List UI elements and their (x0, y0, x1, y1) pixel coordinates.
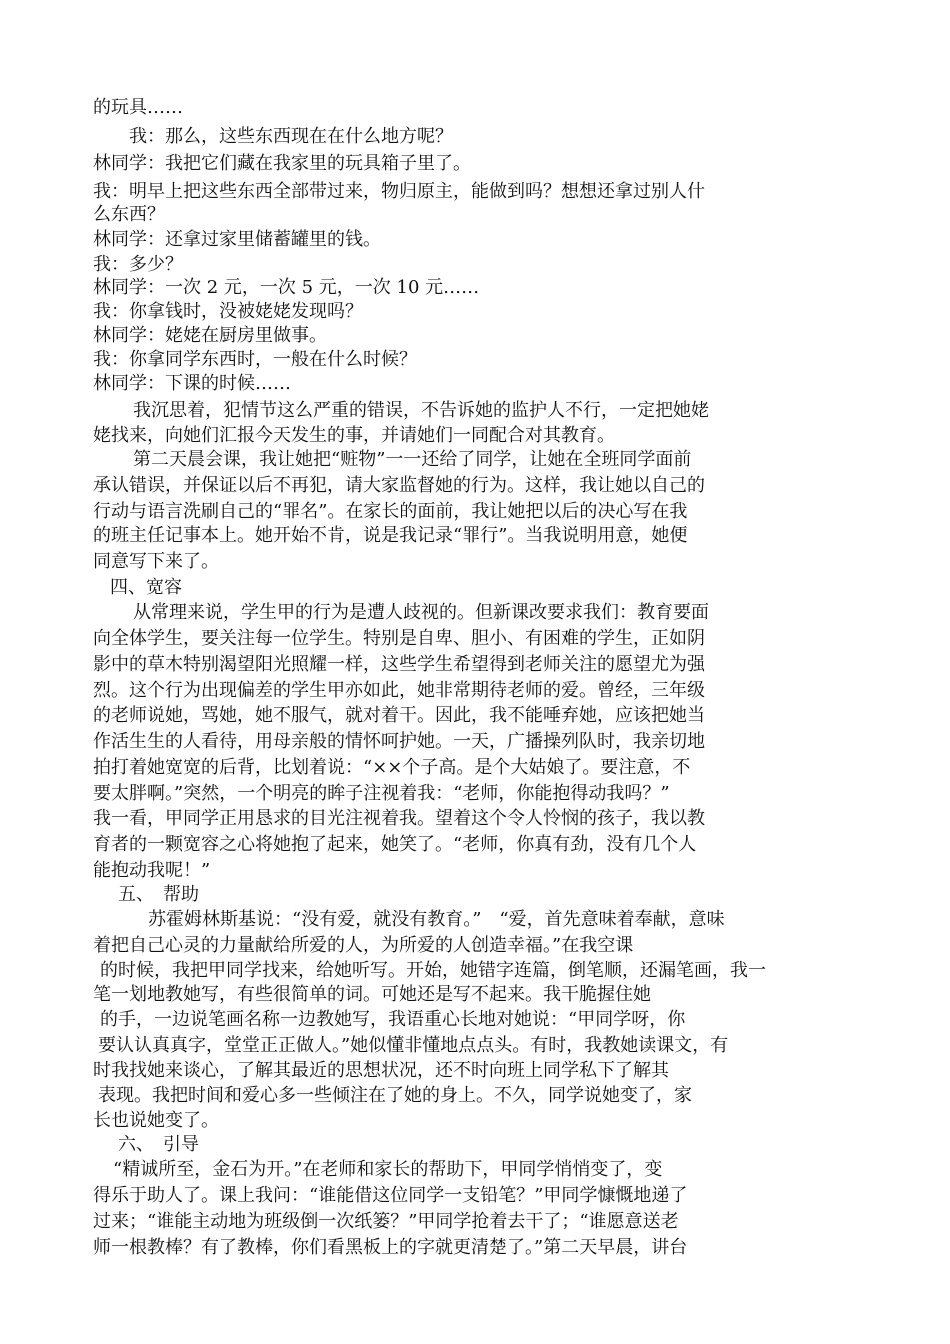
section-heading: 四、宽容 (110, 577, 182, 598)
section-heading: 五、 帮助 (118, 884, 199, 905)
text-line: 的时候，我把甲同学找来，给她听写。开始，她错字连篇，倒笔顺，还漏笔画，我一 (100, 960, 766, 981)
text-line: 我一看，甲同学正用恳求的目光注视着我。望着这个令人怜悯的孩子，我以教 (93, 808, 705, 829)
text-line: 笔一划地教她写，有些很简单的词。可她还是写不起来。我干脆握住她 (93, 984, 651, 1005)
text-line: 拍打着她宽宽的后背，比划着说：“××个子高。是个大姑娘了。要注意，不 (93, 757, 691, 778)
section-heading: 六、 引导 (118, 1134, 199, 1155)
text-line: 的手，一边说笔画名称一边教她写，我语重心长地对她说：“甲同学呀，你 (100, 1009, 686, 1030)
text-line: 作活生生的人看待，用母亲般的情怀呵护她。一天，广播操列队时，我亲切地 (93, 731, 705, 752)
text-line: 我：你拿同学东西时，一般在什么时候？ (93, 349, 417, 370)
text-line: 林同学：下课的时候…… (93, 373, 291, 394)
text-line: 长也说她变了。 (93, 1110, 219, 1131)
text-line: 得乐于助人了。课上我问：“谁能借这位同学一支铅笔？”甲同学慷慨地递了 (93, 1185, 688, 1206)
text-line: 么东西？ (93, 204, 165, 225)
text-line: 要认认真真字，堂堂正正做人。”她似懂非懂地点点头。有时，我教她读课文，有 (98, 1035, 729, 1056)
text-line: 时我找她来谈心，了解其最近的思想状况，还不时向班上同学私下了解其 (93, 1060, 669, 1081)
text-line: 要太胖啊。”突然，一个明亮的眸子注视着我：“老师，你能抱得动我吗？” (93, 783, 670, 804)
text-line: 的玩具…… (93, 97, 183, 118)
text-line: “精诚所至，金石为开。”在老师和家长的帮助下，甲同学悄悄变了，变 (113, 1159, 663, 1180)
text-line: 苏霍姆林斯基说：“没有爱，就没有教育。” “爱，首先意味着奉献，意味 (148, 909, 725, 930)
text-line: 林同学：还拿过家里储蓄罐里的钱。 (93, 229, 381, 250)
text-line: 我：你拿钱时，没被姥姥发现吗？ (93, 301, 363, 322)
text-line: 林同学：姥姥在厨房里做事。 (93, 325, 327, 346)
text-line: 过来；“谁能主动地为班级倒一次纸篓？”甲同学抢着去干了；“谁愿意送老 (93, 1211, 679, 1232)
text-line: 承认错误，并保证以后不再犯，请大家监督她的行为。这样，我让她以自己的 (93, 475, 705, 496)
text-line: 林同学：我把它们藏在我家里的玩具箱子里了。 (93, 153, 471, 174)
text-line: 姥找来，向她们汇报今天发生的事，并请她们一同配合对其教育。 (93, 425, 615, 446)
text-line: 的班主任记事本上。她开始不肯，说是我记录“罪行”。当我说明用意，她便 (93, 525, 688, 546)
text-line: 行动与语言洗刷自己的“罪名”。在家长的面前，我让她把以后的决心写在我 (93, 501, 688, 522)
text-line: 我：那么，这些东西现在在什么地方呢？ (129, 126, 453, 147)
text-line: 我：多少？ (93, 254, 183, 275)
text-line: 向全体学生，要关注每一位学生。特别是自卑、胆小、有困难的学生，正如阴 (93, 628, 705, 649)
text-line: 的老师说她，骂她，她不服气，就对着干。因此，我不能唾弃她，应该把她当 (93, 705, 705, 726)
text-line: 表现。我把时间和爱心多一些倾注在了她的身上。不久，同学说她变了，家 (98, 1085, 692, 1106)
text-line: 第二天晨会课，我让她把“赃物”一一还给了同学，让她在全班同学面前 (133, 449, 692, 470)
text-line: 育者的一颗宽容之心将她抱了起来，她笑了。“老师，你真有劲，没有几个人 (93, 834, 697, 855)
text-line: 着把自己心灵的力量献给所爱的人，为所爱的人创造幸福。”在我空课 (93, 935, 634, 956)
text-line: 从常理来说，学生甲的行为是遭人歧视的。但新课改要求我们：教育要面 (133, 602, 709, 623)
text-line: 林同学：一次 2 元，一次 5 元，一次 10 元…… (93, 277, 480, 298)
text-line: 烈。这个行为出现偏差的学生甲亦如此，她非常期待老师的爱。曾经，三年级 (93, 680, 705, 701)
text-line: 师一根教棒？有了教棒，你们看黑板上的字就更清楚了。”第二天早晨，讲台 (93, 1237, 688, 1258)
text-line: 我沉思着，犯情节这么严重的错误，不告诉她的监护人不行，一定把她姥 (133, 400, 709, 421)
text-line: 影中的草木特别渴望阳光照耀一样，这些学生希望得到老师关注的愿望尤为强 (93, 654, 705, 675)
text-line: 同意写下来了。 (93, 551, 219, 572)
text-line: 能抱动我呢！” (93, 860, 211, 881)
text-line: 我：明早上把这些东西全部带过来，物归原主，能做到吗？想想还拿过别人什 (93, 181, 705, 202)
